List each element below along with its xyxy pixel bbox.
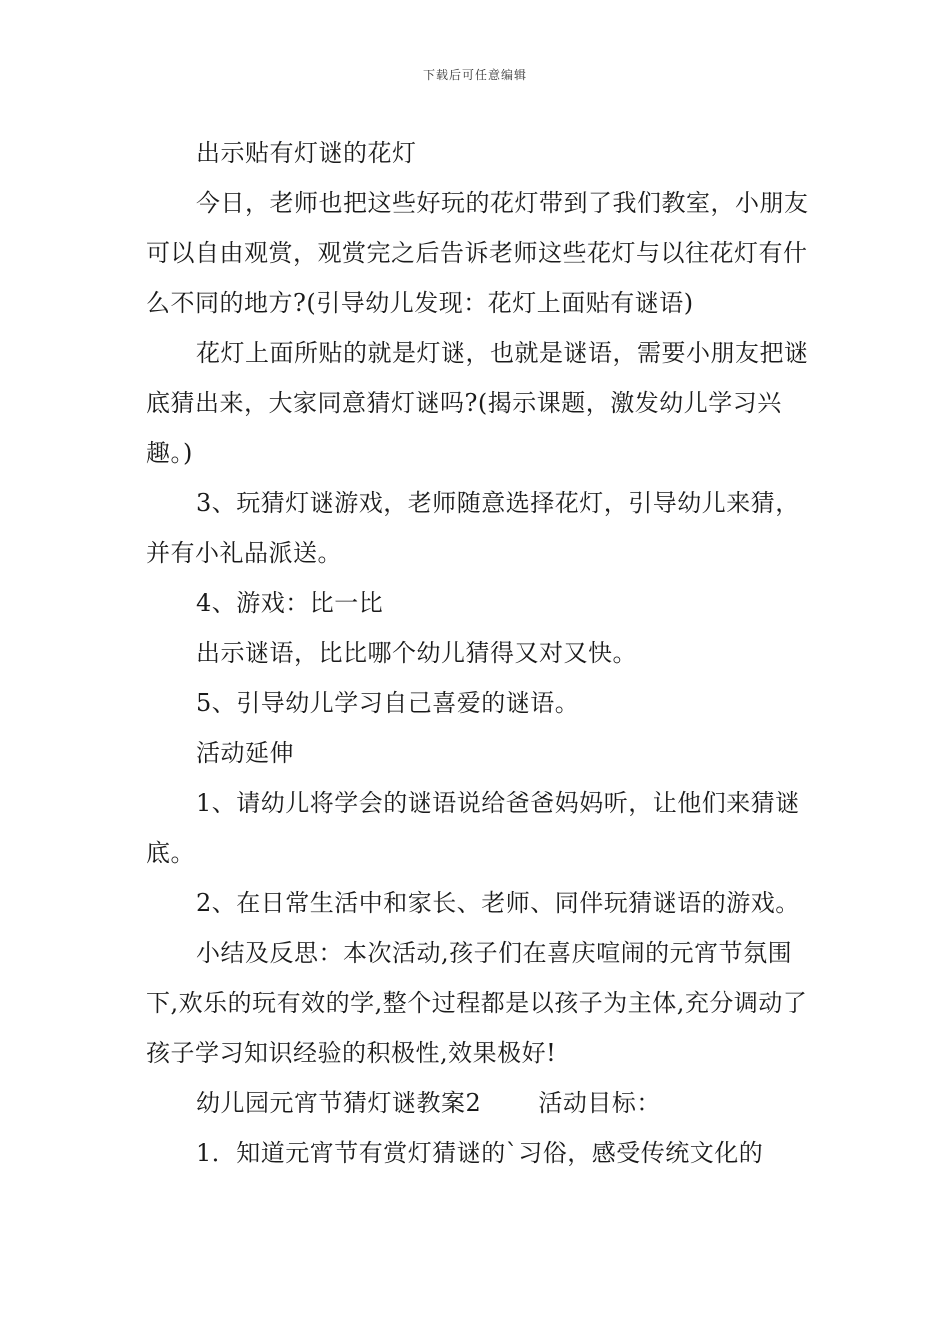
paragraph: 今日，老师也把这些好玩的花灯带到了我们教室，小朋友可以自由观赏，观赏完之后告诉老师这些花灯与以往花灯有什么不同的地方?(引导幼儿发现：花灯上面贴有谜语)	[146, 189, 809, 317]
paragraph: 5、引导幼儿学习自己喜爱的谜语。	[196, 689, 580, 717]
section-heading: 幼儿园元宵节猜灯谜教案2 活动目标：	[196, 1089, 661, 1117]
paragraph: 2、在日常生活中和家长、老师、同伴玩猜谜语的游戏。	[196, 889, 800, 917]
paragraph: 花灯上面所贴的就是灯谜，也就是谜语，需要小朋友把谜底猜出来，大家同意猜灯谜吗?(揭示课题，激发幼儿学习兴趣。)	[146, 339, 809, 467]
paragraph: 1．知道元宵节有赏灯猜谜的`习俗，感受传统文化的	[196, 1139, 764, 1167]
page-header: 下载后可任意编辑	[422, 68, 527, 82]
paragraph: 4、游戏：比一比	[196, 589, 384, 617]
document-body	[146, 128, 818, 1178]
paragraph: 3、玩猜灯谜游戏，老师随意选择花灯，引导幼儿来猜，并有小礼品派送。	[146, 489, 800, 567]
section-heading: 活动延伸	[196, 739, 294, 767]
paragraph: 出示谜语，比比哪个幼儿猜得又对又快。	[196, 639, 637, 667]
paragraph: 出示贴有灯谜的花灯	[196, 139, 417, 167]
paragraph: 小结及反思：本次活动,孩子们在喜庆喧闹的元宵节氛围下,欢乐的玩有效的学,整个过程都是以孩子为主体,充分调动了孩子学习知识经验的积极性,效果极好!	[146, 939, 808, 1067]
paragraph: 1、请幼儿将学会的谜语说给爸爸妈妈听，让他们来猜谜底。	[146, 789, 800, 867]
